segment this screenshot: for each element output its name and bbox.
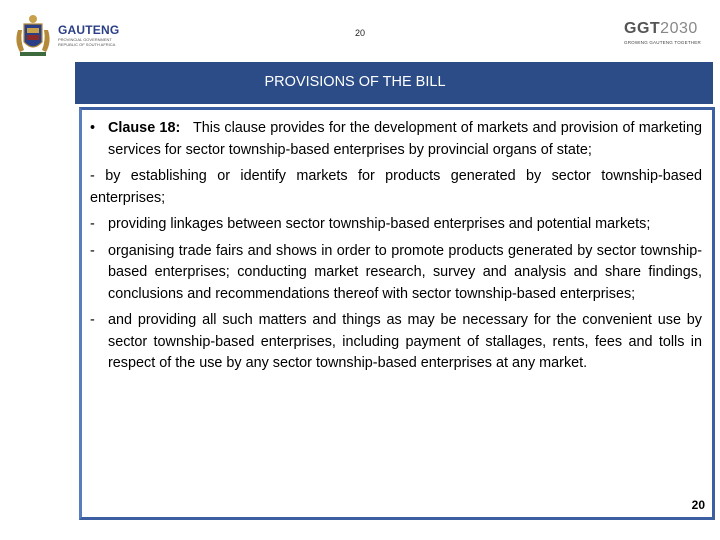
content-box (79, 107, 715, 520)
establish-item: - by establishing or identify markets for products generated by sector township-based enterprises; (90, 168, 702, 206)
ggt-year: 2030 (660, 20, 698, 37)
dash-marker: - (90, 216, 95, 232)
dash-marker: - (90, 312, 95, 328)
ggt-tagline: GROWING GAUTENG TOGETHER (624, 40, 701, 45)
gauteng-name: GAUTENG (58, 23, 120, 37)
page-number-top: 20 (354, 28, 365, 38)
clause-text: This clause provides for the development of markets and provision of marketing services for sector township-based enterprises by provincial organs of state; (108, 120, 702, 158)
list-item-text: and providing all such matters and things as may be necessary for the convenient use by sector township-based enterprises, including payment of stallages, rents, fees and tolls in respect of the use by any sector township-based enterprises at any market. (108, 312, 702, 371)
list-item (90, 310, 702, 375)
dash-marker: - (90, 242, 95, 259)
page-title: PROVISIONS OF THE BILL (264, 74, 446, 90)
ggt-mark: GGT (624, 20, 661, 37)
list-item-text: providing linkages between sector township-based enterprises and potential markets; (108, 216, 651, 232)
bullet-icon: • (90, 120, 96, 136)
list-item-text: organising trade fairs and shows in order to promote products generated by sector township-based enterprises; conducting market research, survey and analysis and share findings, conclusions and recommendations thereof with sector township-based enterprises; (108, 242, 702, 302)
footer-page-number: 20 (691, 498, 705, 512)
ggt-logo (624, 20, 704, 54)
gauteng-logo (10, 10, 120, 62)
clause-label: Clause 18: (108, 120, 181, 136)
list-item (90, 214, 702, 236)
header-band (75, 62, 713, 104)
gauteng-subtitle-2: REPUBLIC OF SOUTH AFRICA (58, 42, 116, 47)
list-item (90, 241, 702, 306)
content-body (90, 118, 702, 380)
clause-paragraph (90, 118, 702, 161)
gauteng-subtitle-1: PROVINCIAL GOVERNMENT (58, 37, 112, 42)
gauteng-crest-icon (10, 12, 56, 60)
